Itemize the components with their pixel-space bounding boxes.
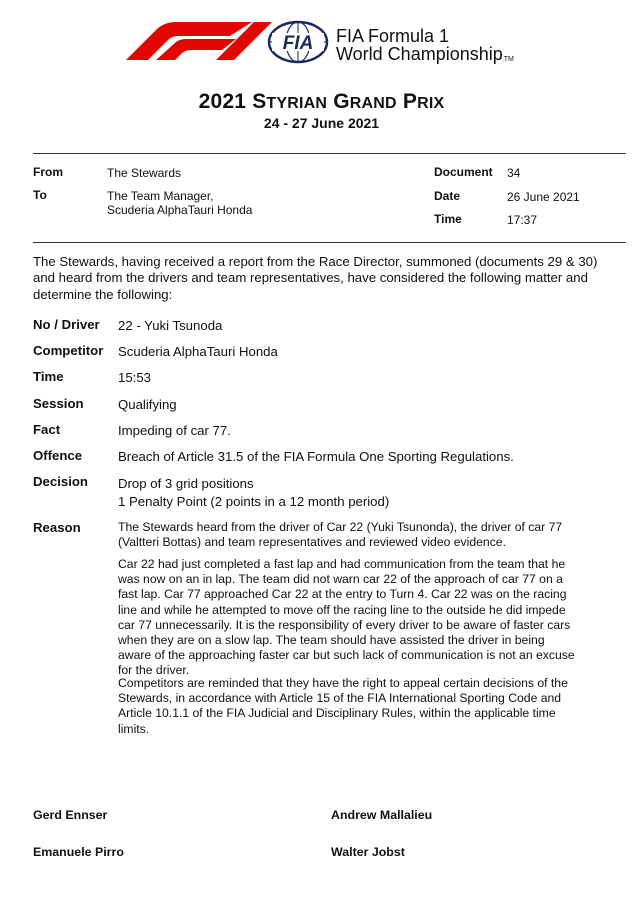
reason-p3-line: Competitors are reminded that they have the right to appeal certain decisions of the (118, 676, 568, 690)
reason-p2-line: was now on an in lap. The team did not warn car 22 of the approach of car 77 on a (118, 572, 563, 587)
to-value-line-2: Scuderia AlphaTauri Honda (107, 203, 253, 217)
signature-1: Gerd Ennser (33, 808, 108, 822)
reason-paragraph-2 (118, 557, 625, 679)
incident-time-value: 15:53 (118, 370, 152, 385)
driver-value: 22 - Yuki Tsunoda (118, 318, 223, 333)
signature-4: Walter Jobst (331, 845, 405, 859)
brand-line-1: FIA Formula 1 (336, 26, 450, 46)
to-value (107, 189, 252, 217)
session-value: Qualifying (118, 397, 177, 412)
time-value: 17:37 (507, 213, 538, 227)
reason-p2-line: line and while he attempted to move off the racing line to the outside he did impede (118, 602, 566, 617)
reason-paragraph-1 (118, 520, 625, 550)
offence-label: Offence (33, 448, 83, 463)
reason-p2-line: for the driver. (118, 663, 190, 678)
date-label: Date (434, 189, 461, 203)
title-word-3: PRIX (402, 90, 445, 113)
reason-paragraph-3 (118, 676, 625, 737)
incident-time-label: Time (33, 369, 64, 384)
intro-line-3: determine the following: (33, 286, 173, 302)
decision-line-1: Drop of 3 grid positions (118, 476, 254, 491)
to-value-line-1: The Team Manager, (107, 189, 214, 203)
driver-label: No / Driver (33, 317, 100, 332)
to-label: To (33, 188, 47, 202)
intro-line-1: The Stewards, having received a report from the Race Director, summoned (documents 29 & 30) (33, 254, 598, 269)
brand-line-2 (336, 45, 514, 63)
session-label: Session (33, 396, 84, 411)
page-title (0, 90, 643, 114)
signature-2: Andrew Mallalieu (331, 808, 433, 822)
decision-value (118, 475, 625, 511)
title-year: 2021 (198, 90, 247, 113)
decision-line-2: 1 Penalty Point (2 points in a 12 month period) (118, 494, 390, 509)
reason-p2-line: Car 22 had just completed a fast lap and had communication from the team that he (118, 557, 566, 571)
competitor-value: Scuderia AlphaTauri Honda (118, 344, 278, 359)
fia-mark-text: FIA (282, 33, 314, 54)
reason-p3-line: Article 10.1.1 of the FIA Judicial and Disciplinary Rules, within the applicable time (118, 706, 556, 721)
intro-paragraph (33, 254, 625, 303)
document-value: 34 (507, 166, 521, 180)
reason-p2-line: fast lap. Car 77 approached Car 22 at the entry to Turn 4. Car 22 was on the racing (118, 587, 567, 602)
offence-value: Breach of Article 31.5 of the FIA Formula One Sporting Regulations. (118, 449, 514, 464)
reason-label: Reason (33, 520, 81, 535)
header-divider-top (33, 153, 626, 154)
time-label: Time (434, 212, 462, 226)
title-word-1: STYRIAN (252, 90, 328, 113)
signature-3: Emanuele Pirro (33, 845, 124, 859)
reason-p3-line: limits. (118, 721, 150, 736)
fia-globe-logo (266, 20, 330, 64)
reason-p1-line: The Stewards heard from the driver of Car 22 (Yuki Tsunonda), the driver of car 77 (118, 520, 563, 534)
event-dates: 24 - 27 June 2021 (263, 115, 380, 131)
fact-value: Impeding of car 77. (118, 423, 231, 438)
document-label: Document (434, 165, 493, 179)
competitor-label: Competitor (33, 343, 104, 358)
f1-logo (126, 22, 272, 60)
header-divider-bottom (33, 242, 626, 243)
reason-p2-line: car 77 unnecessarily. It is the responsibility of every driver to be aware of faster cars (118, 617, 571, 632)
reason-p2-line: when they are on a slow lap. The team should have assisted the driver in being (118, 633, 545, 648)
reason-p2-line: aware of the approaching faster car but such lack of communication is not an excuse (118, 648, 575, 663)
reason-p1-line: (Valtteri Bottas) and team representatives and reviewed video evidence. (118, 535, 506, 550)
intro-line-2: and heard from the drivers and team representatives, have considered the following matter and (33, 270, 588, 286)
reason-p3-line: Stewards, in accordance with Article 15 of the FIA International Sporting Code and (118, 691, 562, 706)
title-word-2: GRAND (333, 90, 397, 113)
fact-label: Fact (33, 422, 61, 437)
brand-line-2-text: World Championship (336, 44, 503, 64)
trademark: TM (503, 56, 514, 63)
date-value: 26 June 2021 (507, 190, 580, 204)
decision-label: Decision (33, 474, 88, 489)
from-label: From (33, 165, 63, 179)
from-value: The Stewards (107, 166, 182, 180)
